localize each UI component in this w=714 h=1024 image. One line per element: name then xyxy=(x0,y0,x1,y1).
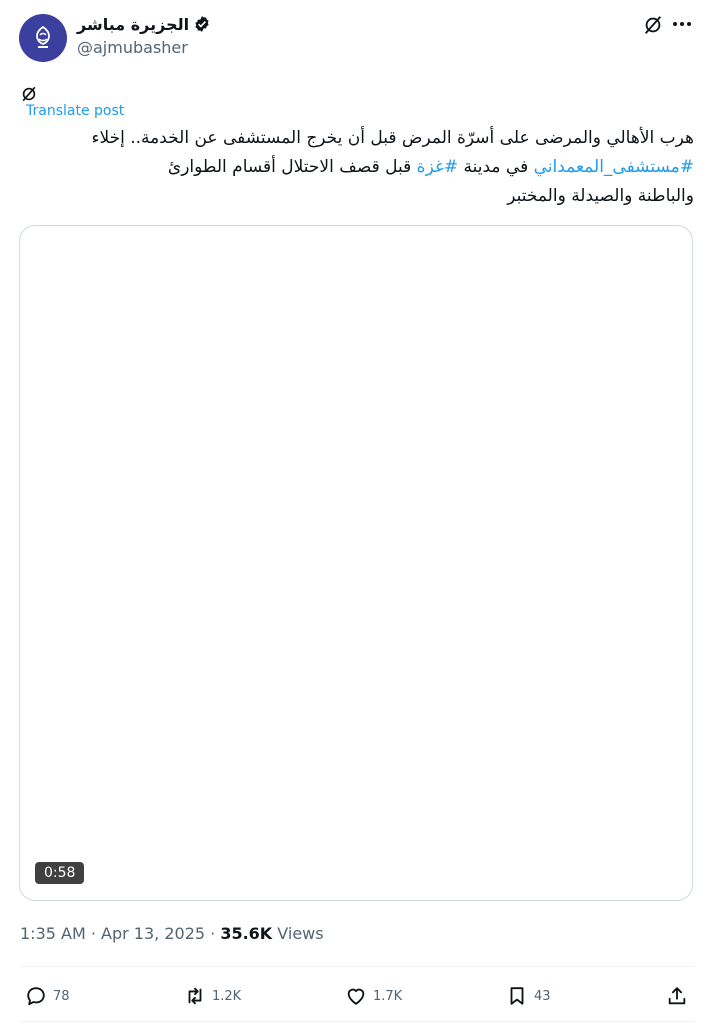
post-date[interactable]: Apr 13, 2025 xyxy=(101,924,206,943)
repost-count: 1.2K xyxy=(212,988,242,1004)
hashtag-link[interactable]: #غزة xyxy=(416,157,459,177)
like-button[interactable] xyxy=(345,983,402,1009)
author-name-row[interactable] xyxy=(77,12,211,36)
translate-post-link[interactable]: Translate post xyxy=(26,103,125,119)
reply-count: 78 xyxy=(53,988,70,1004)
bookmark-icon xyxy=(506,985,528,1007)
views-count: 35.6K xyxy=(220,924,273,943)
separator-dot: · xyxy=(90,924,102,943)
like-icon xyxy=(345,985,367,1007)
views-label: Views xyxy=(277,924,324,943)
like-count: 1.7K xyxy=(373,988,403,1004)
post-text xyxy=(20,124,694,211)
repost-icon xyxy=(184,985,206,1007)
grok-icon[interactable] xyxy=(642,14,664,36)
grok-icon[interactable] xyxy=(19,84,39,104)
post-metadata xyxy=(20,924,324,943)
video-duration-badge: 0:58 xyxy=(35,862,84,884)
divider xyxy=(20,966,694,967)
post-text-segment: في مدينة xyxy=(458,157,534,177)
avatar[interactable] xyxy=(19,14,67,62)
post-line-3: والباطنة والصيدلة والمختبر xyxy=(507,186,694,206)
separator-dot: · xyxy=(210,924,221,943)
verified-badge-icon xyxy=(193,15,211,33)
bookmark-button[interactable] xyxy=(506,983,551,1009)
divider xyxy=(20,1021,694,1022)
reply-button[interactable] xyxy=(25,983,70,1009)
post-time[interactable]: 1:35 AM xyxy=(20,924,86,943)
hashtag-link[interactable]: #مستشفى_المعمداني xyxy=(533,157,694,177)
post-text-segment: قبل قصف الاحتلال أقسام الطوارئ xyxy=(167,157,417,177)
video-player[interactable] xyxy=(19,225,693,901)
share-button[interactable] xyxy=(666,983,688,1009)
al-jazeera-logo-icon xyxy=(28,23,58,53)
reply-icon xyxy=(25,985,47,1007)
author-handle[interactable]: @ajmubasher xyxy=(77,38,188,57)
post-line-1: هرب الأهالي والمرضى على أسرّة المرض قبل أن يخرج المستشفى عن الخدمة.. إخلاء xyxy=(91,128,694,148)
more-icon[interactable] xyxy=(670,12,694,36)
bookmark-count: 43 xyxy=(534,988,551,1004)
author-display-name[interactable]: الجزيرة مباشر xyxy=(77,14,190,34)
share-icon xyxy=(666,985,688,1007)
repost-button[interactable] xyxy=(184,983,241,1009)
post-line-2 xyxy=(20,153,694,182)
